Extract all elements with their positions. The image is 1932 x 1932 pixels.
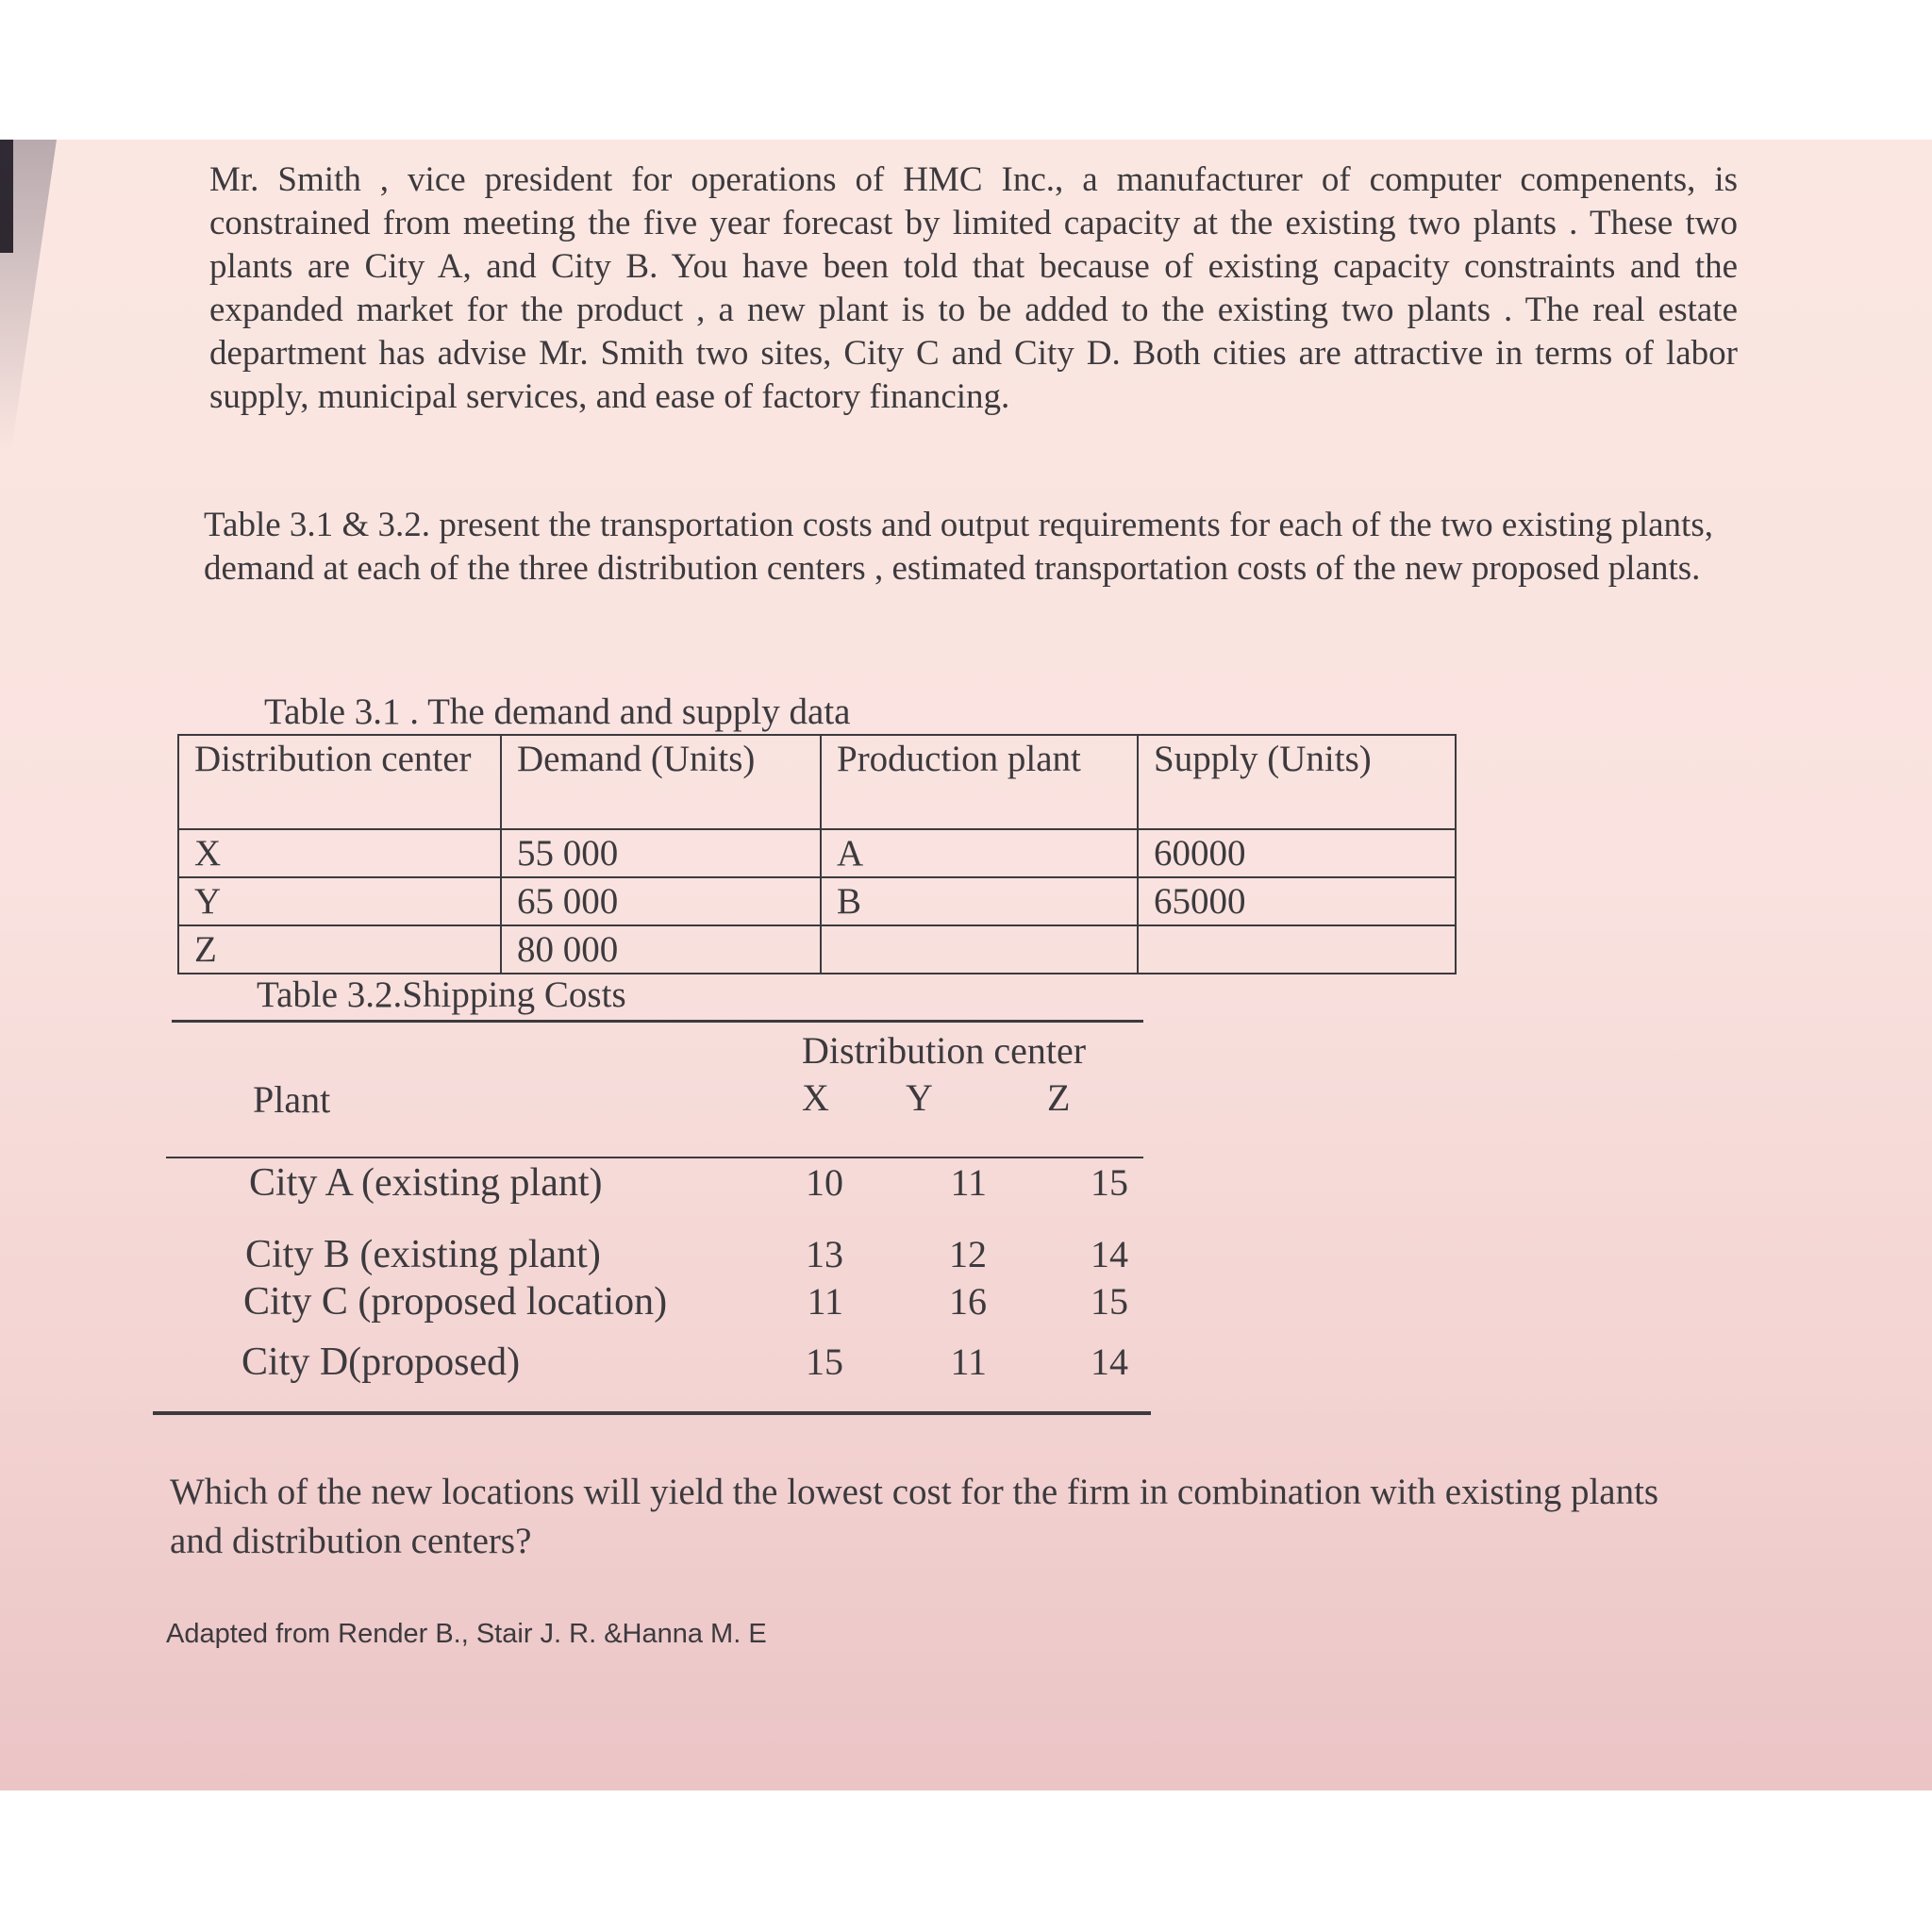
cost-z: 15 (1091, 1161, 1128, 1204)
question-paragraph: Which of the new locations will yield the lowest cost for the firm in combination with existing plants and distribution centers? (170, 1472, 1659, 1561)
cost-x: 13 (806, 1233, 843, 1275)
cost-y: 12 (949, 1233, 987, 1275)
cell-supply (1138, 925, 1456, 974)
table2-column-x: X (802, 1076, 829, 1119)
cost-x: 10 (806, 1161, 843, 1204)
header-supply-units: Supply (Units) (1138, 735, 1456, 829)
table-row (0, 1232, 1226, 1279)
table2-bottom-rule (153, 1411, 1151, 1415)
table-row (178, 925, 1456, 974)
cell-plant: A (821, 829, 1138, 877)
cost-x: 15 (806, 1341, 843, 1383)
cell-plant (821, 925, 1138, 974)
cell-center: Y (178, 877, 501, 925)
cell-supply: 60000 (1138, 829, 1456, 877)
table2-caption: Table 3.2.Shipping Costs (257, 974, 626, 1015)
cell-demand: 80 000 (501, 925, 821, 974)
row-plant-name: City B (existing plant) (245, 1233, 601, 1276)
table2-plant-header: Plant (253, 1078, 331, 1121)
table1-caption: Table 3.1 . The demand and supply data (264, 691, 851, 732)
cell-center: X (178, 829, 501, 877)
row-plant-name: City D(proposed) (242, 1341, 521, 1384)
table-row (0, 1279, 1226, 1326)
cost-z: 14 (1091, 1341, 1128, 1383)
header-production-plant: Production plant (821, 735, 1138, 829)
cell-demand: 65 000 (501, 877, 821, 925)
cell-plant: B (821, 877, 1138, 925)
intro-paragraph: Mr. Smith , vice president for operations of HMC Inc., a manufacturer of computer compenents, is constrained from meeting the five year forecast by limited capacity at the existing two plants . These two plants are City A, and City B. You have been told that because of existing capacity constraints and the expanded market for the product , a new plant is to be added to the existing two plants . The real estate department has advise Mr. Smith two sites, City C and City D. Both cities are attractive in terms of labor supply, municipal services, and ease of factory financing. (209, 160, 1738, 416)
cost-y: 11 (950, 1341, 987, 1383)
cost-y: 11 (950, 1161, 987, 1204)
table1-header-row (178, 735, 1456, 829)
table2-column-z: Z (1047, 1076, 1071, 1119)
table2-top-rule (172, 1020, 1143, 1023)
cell-center: Z (178, 925, 501, 974)
cost-x: 11 (807, 1280, 843, 1323)
cell-demand: 55 000 (501, 829, 821, 877)
table2-distribution-center-header: Distribution center (802, 1029, 1087, 1072)
header-distribution-center: Distribution center (178, 735, 501, 829)
cost-z: 14 (1091, 1233, 1128, 1275)
tables-intro-paragraph: Table 3.1 & 3.2. present the transportation costs and output requirements for each of the two existing plants, demand at each of the three distribution centers , estimated transportation costs of the new proposed plants. (204, 506, 1713, 588)
cell-supply: 65000 (1138, 877, 1456, 925)
table2-column-y: Y (906, 1076, 933, 1119)
source-citation: Adapted from Render B., Stair J. R. &Hanna M. E (166, 1619, 767, 1649)
table-row (178, 829, 1456, 877)
table-row (0, 1340, 1226, 1387)
table-row (0, 1160, 1226, 1208)
row-plant-name: City C (proposed location) (243, 1280, 668, 1324)
row-plant-name: City A (existing plant) (249, 1161, 603, 1205)
header-demand-units: Demand (Units) (501, 735, 821, 829)
document-page (0, 140, 1932, 1790)
cost-z: 15 (1091, 1280, 1128, 1323)
table2-header-rule (166, 1157, 1143, 1158)
page-edge-shadow-fade (0, 140, 57, 451)
table-row (178, 877, 1456, 925)
cost-y: 16 (949, 1280, 987, 1323)
demand-supply-table (177, 734, 1457, 974)
